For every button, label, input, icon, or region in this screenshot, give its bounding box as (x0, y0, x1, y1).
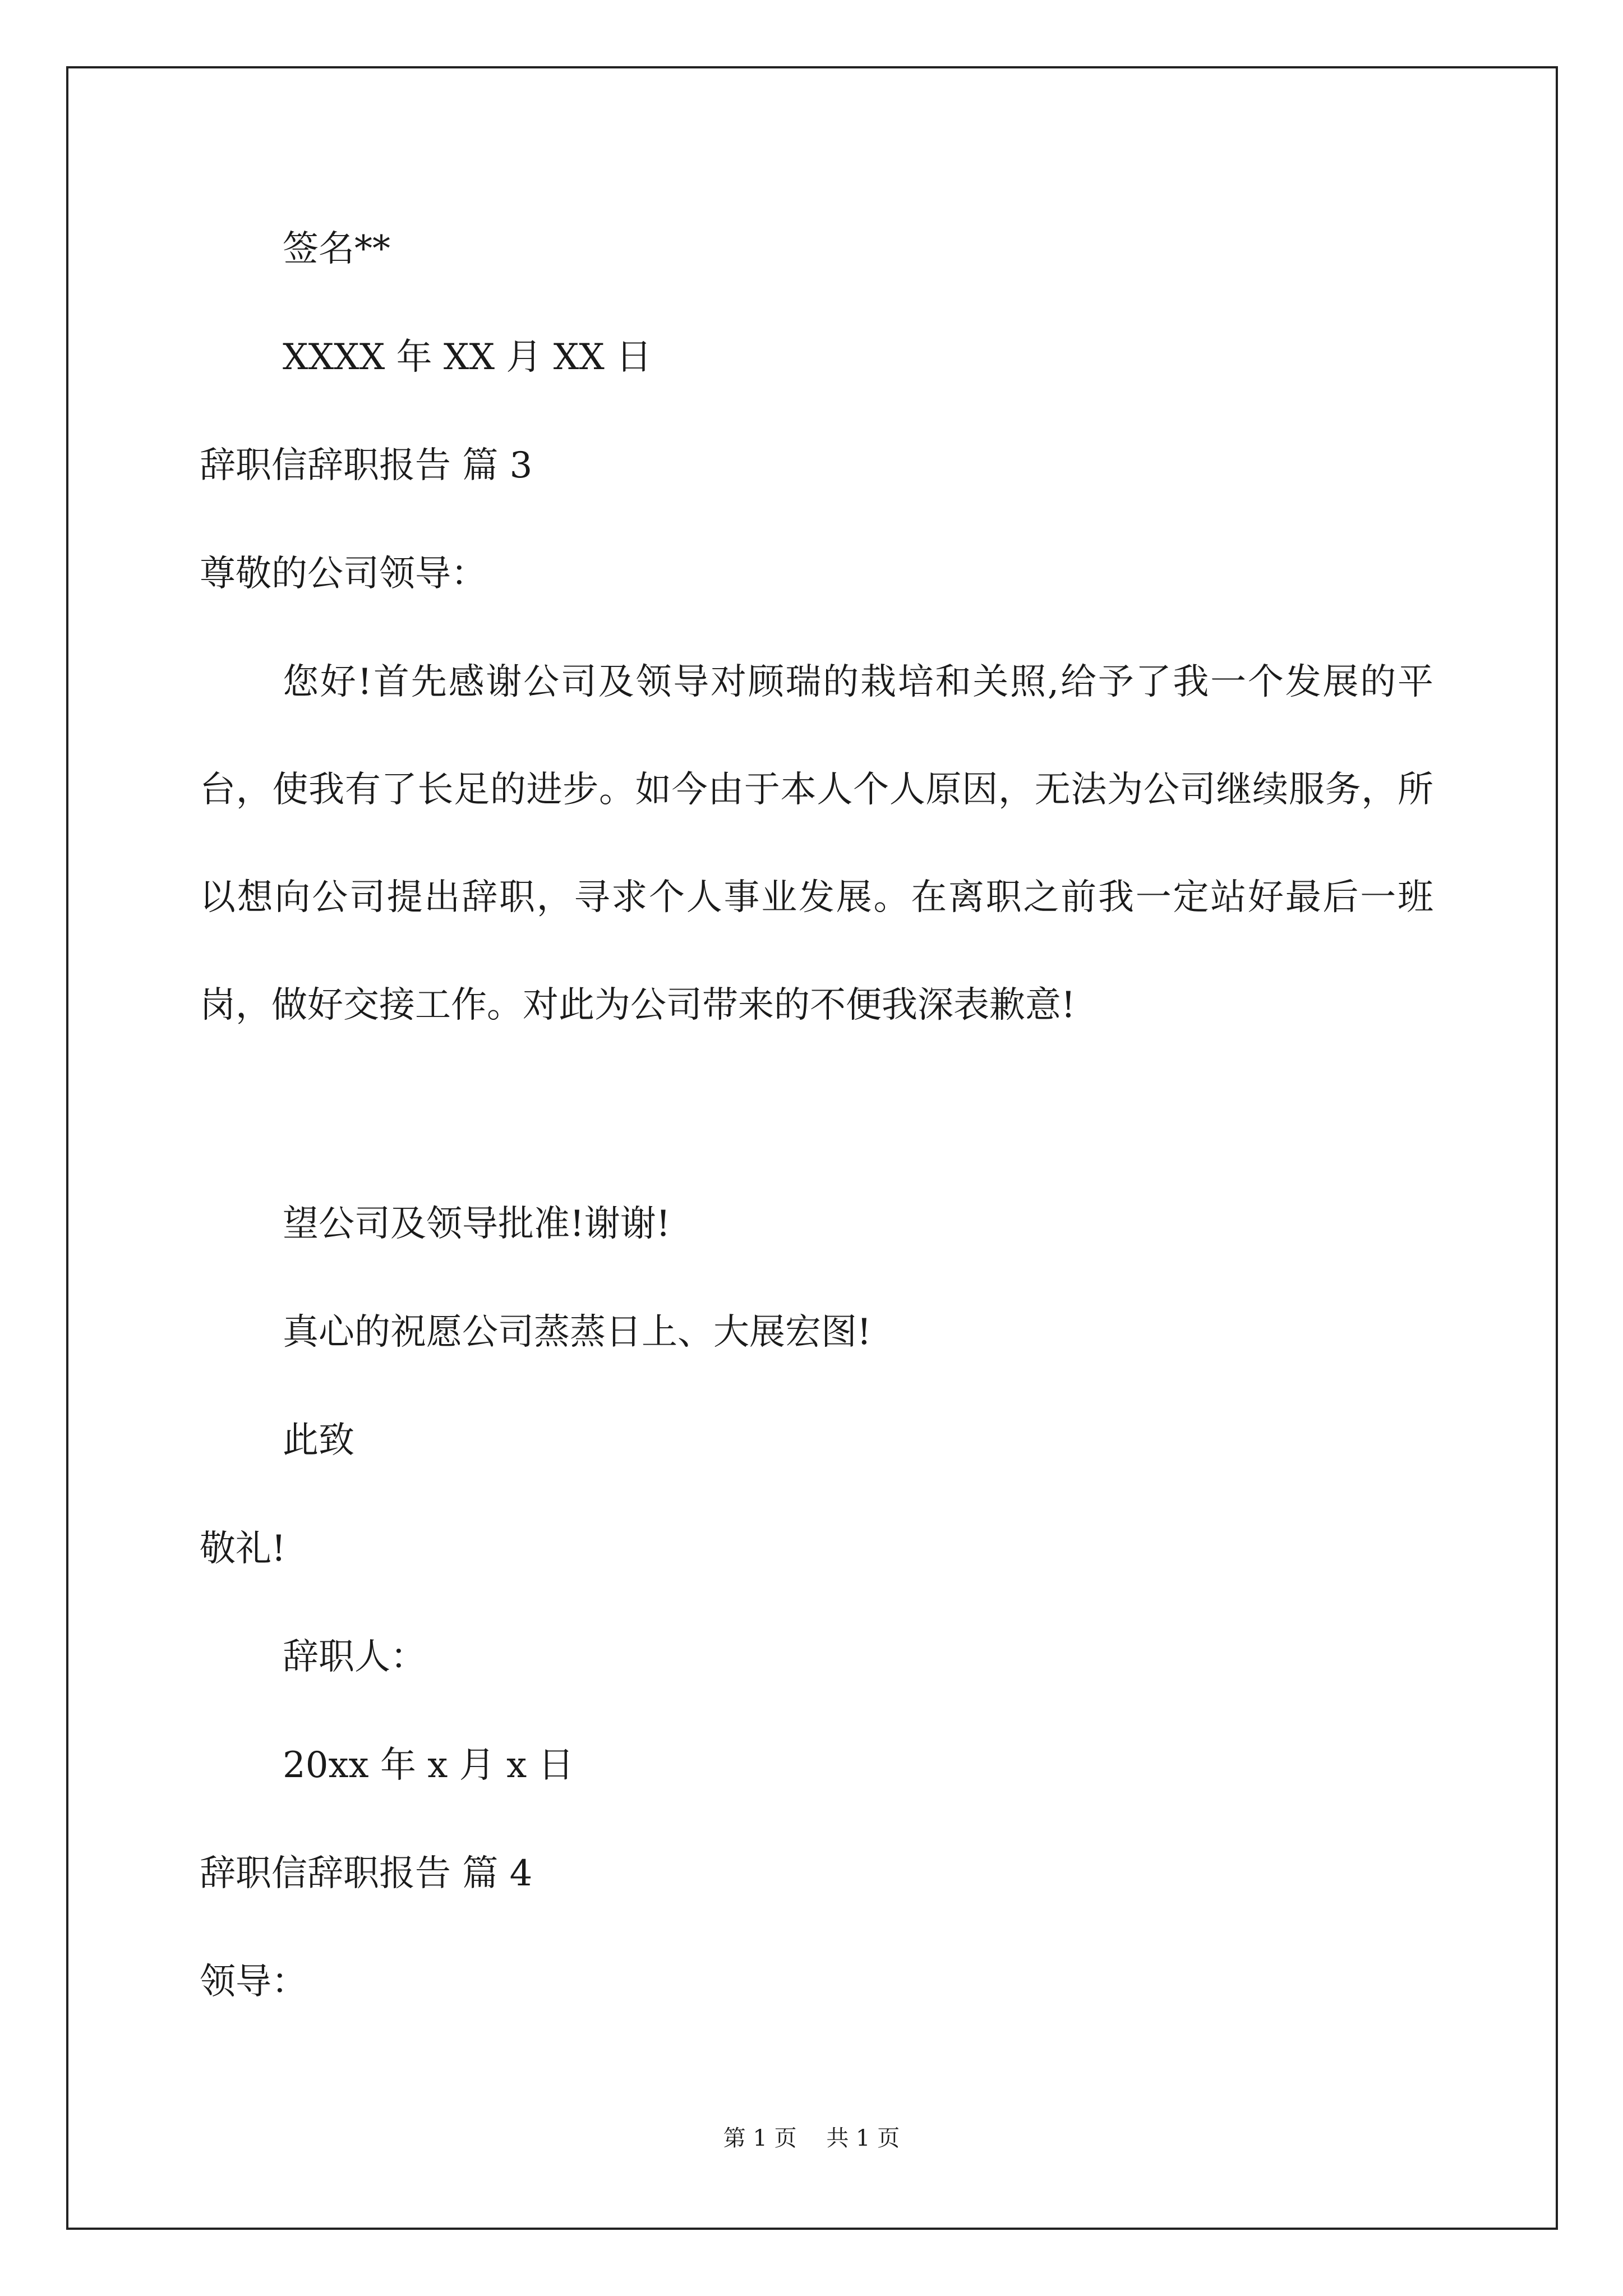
resigner-label: 辞职人： (283, 1636, 426, 1678)
date-line: 20xx 年 x 月 x 日 (283, 1745, 574, 1786)
body-paragraph: 您好!首先感谢公司及领导对顾瑞的栽培和关照,给予了我一个发展的平台，使我有了长足的进步。如今由于本人个人原因，无法为公司继续服务，所以想向公司提出辞职，寻求个人事业发展。在离职之前我一定站好最后一班岗，做好交接工作。对此为公司带来的不便我深表歉意! (200, 661, 1433, 1026)
page-border (66, 66, 1558, 2230)
closing-salute: 敬礼! (200, 1528, 286, 1570)
section-heading-4: 辞职信辞职报告 篇 4 (200, 1853, 533, 1894)
request-paragraph: 望公司及领导批准!谢谢! (283, 1203, 671, 1245)
signature-line: 签名** (283, 228, 390, 270)
section-heading-3: 辞职信辞职报告 篇 3 (200, 445, 533, 486)
wishes-paragraph: 真心的祝愿公司蒸蒸日上、大展宏图! (283, 1312, 872, 1353)
date-line: XXXX 年 XX 月 XX 日 (283, 337, 652, 378)
closing-line: 此致 (283, 1420, 354, 1461)
salutation: 尊敬的公司领导： (200, 553, 487, 595)
salutation: 领导： (200, 1961, 307, 2003)
page-footer: 第 1 页 共 1 页 (723, 2125, 900, 2151)
